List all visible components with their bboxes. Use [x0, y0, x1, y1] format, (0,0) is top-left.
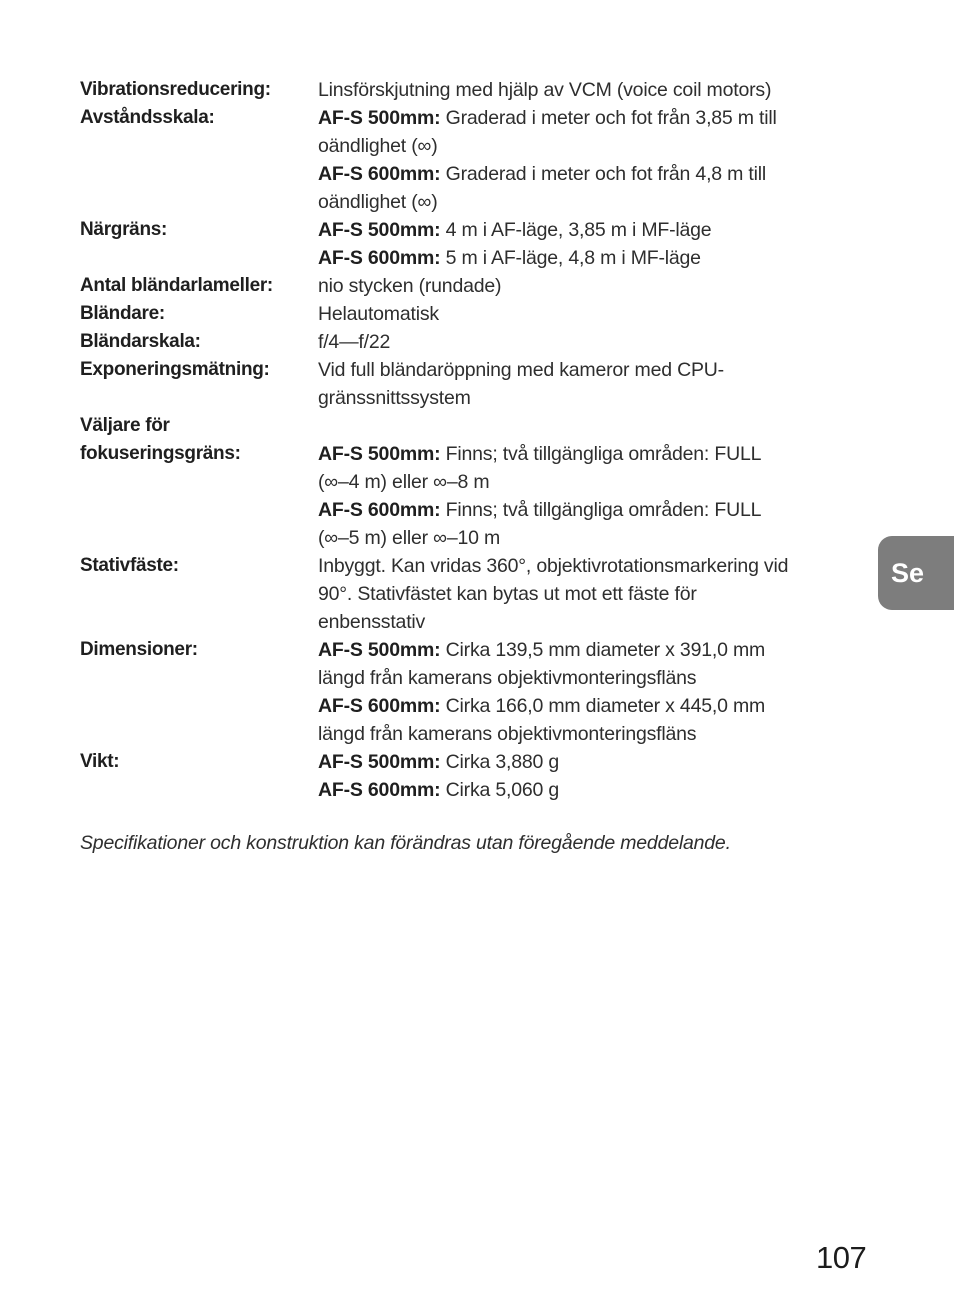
lens-model-prefix: AF-S 500mm:: [318, 751, 441, 773]
spec-table: [80, 76, 880, 804]
spec-value-line: nio stycken (rundade): [318, 275, 502, 297]
spec-value-line: AF-S 600mm: Cirka 5,060 g: [318, 779, 560, 801]
spec-value-line: AF-S 600mm: Cirka 166,0 mm diameter x 445,0 mm: [318, 695, 766, 717]
spec-label: [80, 272, 318, 300]
spec-row: [80, 104, 880, 216]
spec-value-line: 90°. Stativfästet kan bytas ut mot ett fäste för: [318, 583, 697, 605]
spec-label-line: Dimensioner:: [80, 639, 198, 660]
spec-row: [80, 328, 880, 356]
lens-model-prefix: AF-S 500mm:: [318, 107, 441, 129]
spec-label: [80, 552, 318, 580]
spec-value-line: enbensstativ: [318, 611, 426, 633]
spec-value-line: gränssnittssystem: [318, 387, 471, 409]
spec-value: [318, 552, 880, 636]
spec-label: [80, 328, 318, 356]
spec-value: [318, 636, 880, 748]
lens-model-prefix: AF-S 600mm:: [318, 163, 441, 185]
spec-value-line: AF-S 500mm: Finns; två tillgängliga områden: FULL: [318, 443, 762, 465]
spec-label-line: Exponeringsmätning:: [80, 359, 270, 380]
spec-value-line: (∞–5 m) eller ∞–10 m: [318, 527, 501, 549]
spec-value: [318, 748, 880, 804]
spec-value: [318, 76, 880, 104]
spec-row: [80, 552, 880, 636]
spec-value-line: Linsförskjutning med hjälp av VCM (voice coil motors): [318, 79, 772, 101]
spec-value-line: AF-S 500mm: 4 m i AF-läge, 3,85 m i MF-läge: [318, 219, 712, 241]
spec-label-line: Bländarskala:: [80, 331, 201, 352]
spec-label: [80, 104, 318, 132]
page-number: 107: [816, 1240, 867, 1275]
spec-label-line: Avståndsskala:: [80, 107, 215, 128]
lens-model-prefix: AF-S 600mm:: [318, 695, 441, 717]
language-tab-se: [878, 536, 954, 610]
spec-label-line: Vibrationsreducering:: [80, 79, 271, 100]
spec-value-line: Helautomatisk: [318, 303, 439, 325]
lens-model-prefix: AF-S 500mm:: [318, 443, 441, 465]
spec-value-line: AF-S 500mm: Cirka 3,880 g: [318, 751, 560, 773]
spec-label: [80, 76, 318, 104]
spec-value-line: längd från kamerans objektivmonteringsfläns: [318, 723, 697, 745]
spec-value-line: AF-S 500mm: Cirka 139,5 mm diameter x 391,0 mm: [318, 639, 766, 661]
spec-row: [80, 300, 880, 328]
spec-row: [80, 272, 880, 300]
spec-label: [80, 356, 318, 384]
spec-label-line: Bländare:: [80, 303, 165, 324]
spec-row: [80, 636, 880, 748]
spec-label-line: Antal bländarlameller:: [80, 275, 273, 296]
spec-label: [80, 748, 318, 776]
spec-value: [318, 216, 880, 272]
spec-label: [80, 636, 318, 664]
spec-value-line: längd från kamerans objektivmonteringsfläns: [318, 667, 697, 689]
spec-row: [80, 412, 880, 552]
spec-value-line: AF-S 600mm: 5 m i AF-läge, 4,8 m i MF-läge: [318, 247, 701, 269]
spec-value-line: (∞–4 m) eller ∞–8 m: [318, 471, 490, 493]
spec-value: [318, 328, 880, 356]
spec-label-line: fokuseringsgräns:: [80, 443, 241, 464]
lens-model-prefix: AF-S 500mm:: [318, 219, 441, 241]
language-tab-label: Se: [891, 558, 925, 588]
spec-value-line: oändlighet (∞): [318, 191, 438, 213]
spec-row: [80, 356, 880, 412]
lens-model-prefix: AF-S 600mm:: [318, 779, 441, 801]
spec-value-line: AF-S 600mm: Graderad i meter och fot från 4,8 m till: [318, 163, 767, 185]
spec-label: [80, 412, 318, 468]
spec-label-line: Stativfäste:: [80, 555, 179, 576]
spec-label-line: Närgräns:: [80, 219, 168, 240]
spec-value-line: AF-S 600mm: Finns; två tillgängliga områden: FULL: [318, 499, 762, 521]
specs-change-note: Specifikationer och konstruktion kan förändras utan föregående meddelande.: [80, 832, 731, 854]
spec-label: [80, 300, 318, 328]
lens-model-prefix: AF-S 600mm:: [318, 499, 441, 521]
spec-value-line: oändlighet (∞): [318, 135, 438, 157]
spec-value-line: AF-S 500mm: Graderad i meter och fot från 3,85 m till: [318, 107, 777, 129]
spec-row: [80, 216, 880, 272]
spec-value: [318, 300, 880, 328]
spec-value: [318, 356, 880, 412]
spec-value: [318, 272, 880, 300]
spec-value: [318, 104, 880, 216]
spec-value-line: Inbyggt. Kan vridas 360°, objektivrotationsmarkering vid: [318, 555, 789, 577]
lens-model-prefix: AF-S 500mm:: [318, 639, 441, 661]
spec-label-line: Väljare för: [80, 415, 170, 436]
spec-value-line: f/4—f/22: [318, 331, 391, 353]
spec-value-line: Vid full bländaröppning med kameror med CPU-: [318, 359, 724, 381]
spec-label-line: Vikt:: [80, 751, 120, 772]
spec-value: [318, 412, 880, 552]
spec-row: [80, 76, 880, 104]
spec-label: [80, 216, 318, 244]
lens-model-prefix: AF-S 600mm:: [318, 247, 441, 269]
spec-row: [80, 748, 880, 804]
